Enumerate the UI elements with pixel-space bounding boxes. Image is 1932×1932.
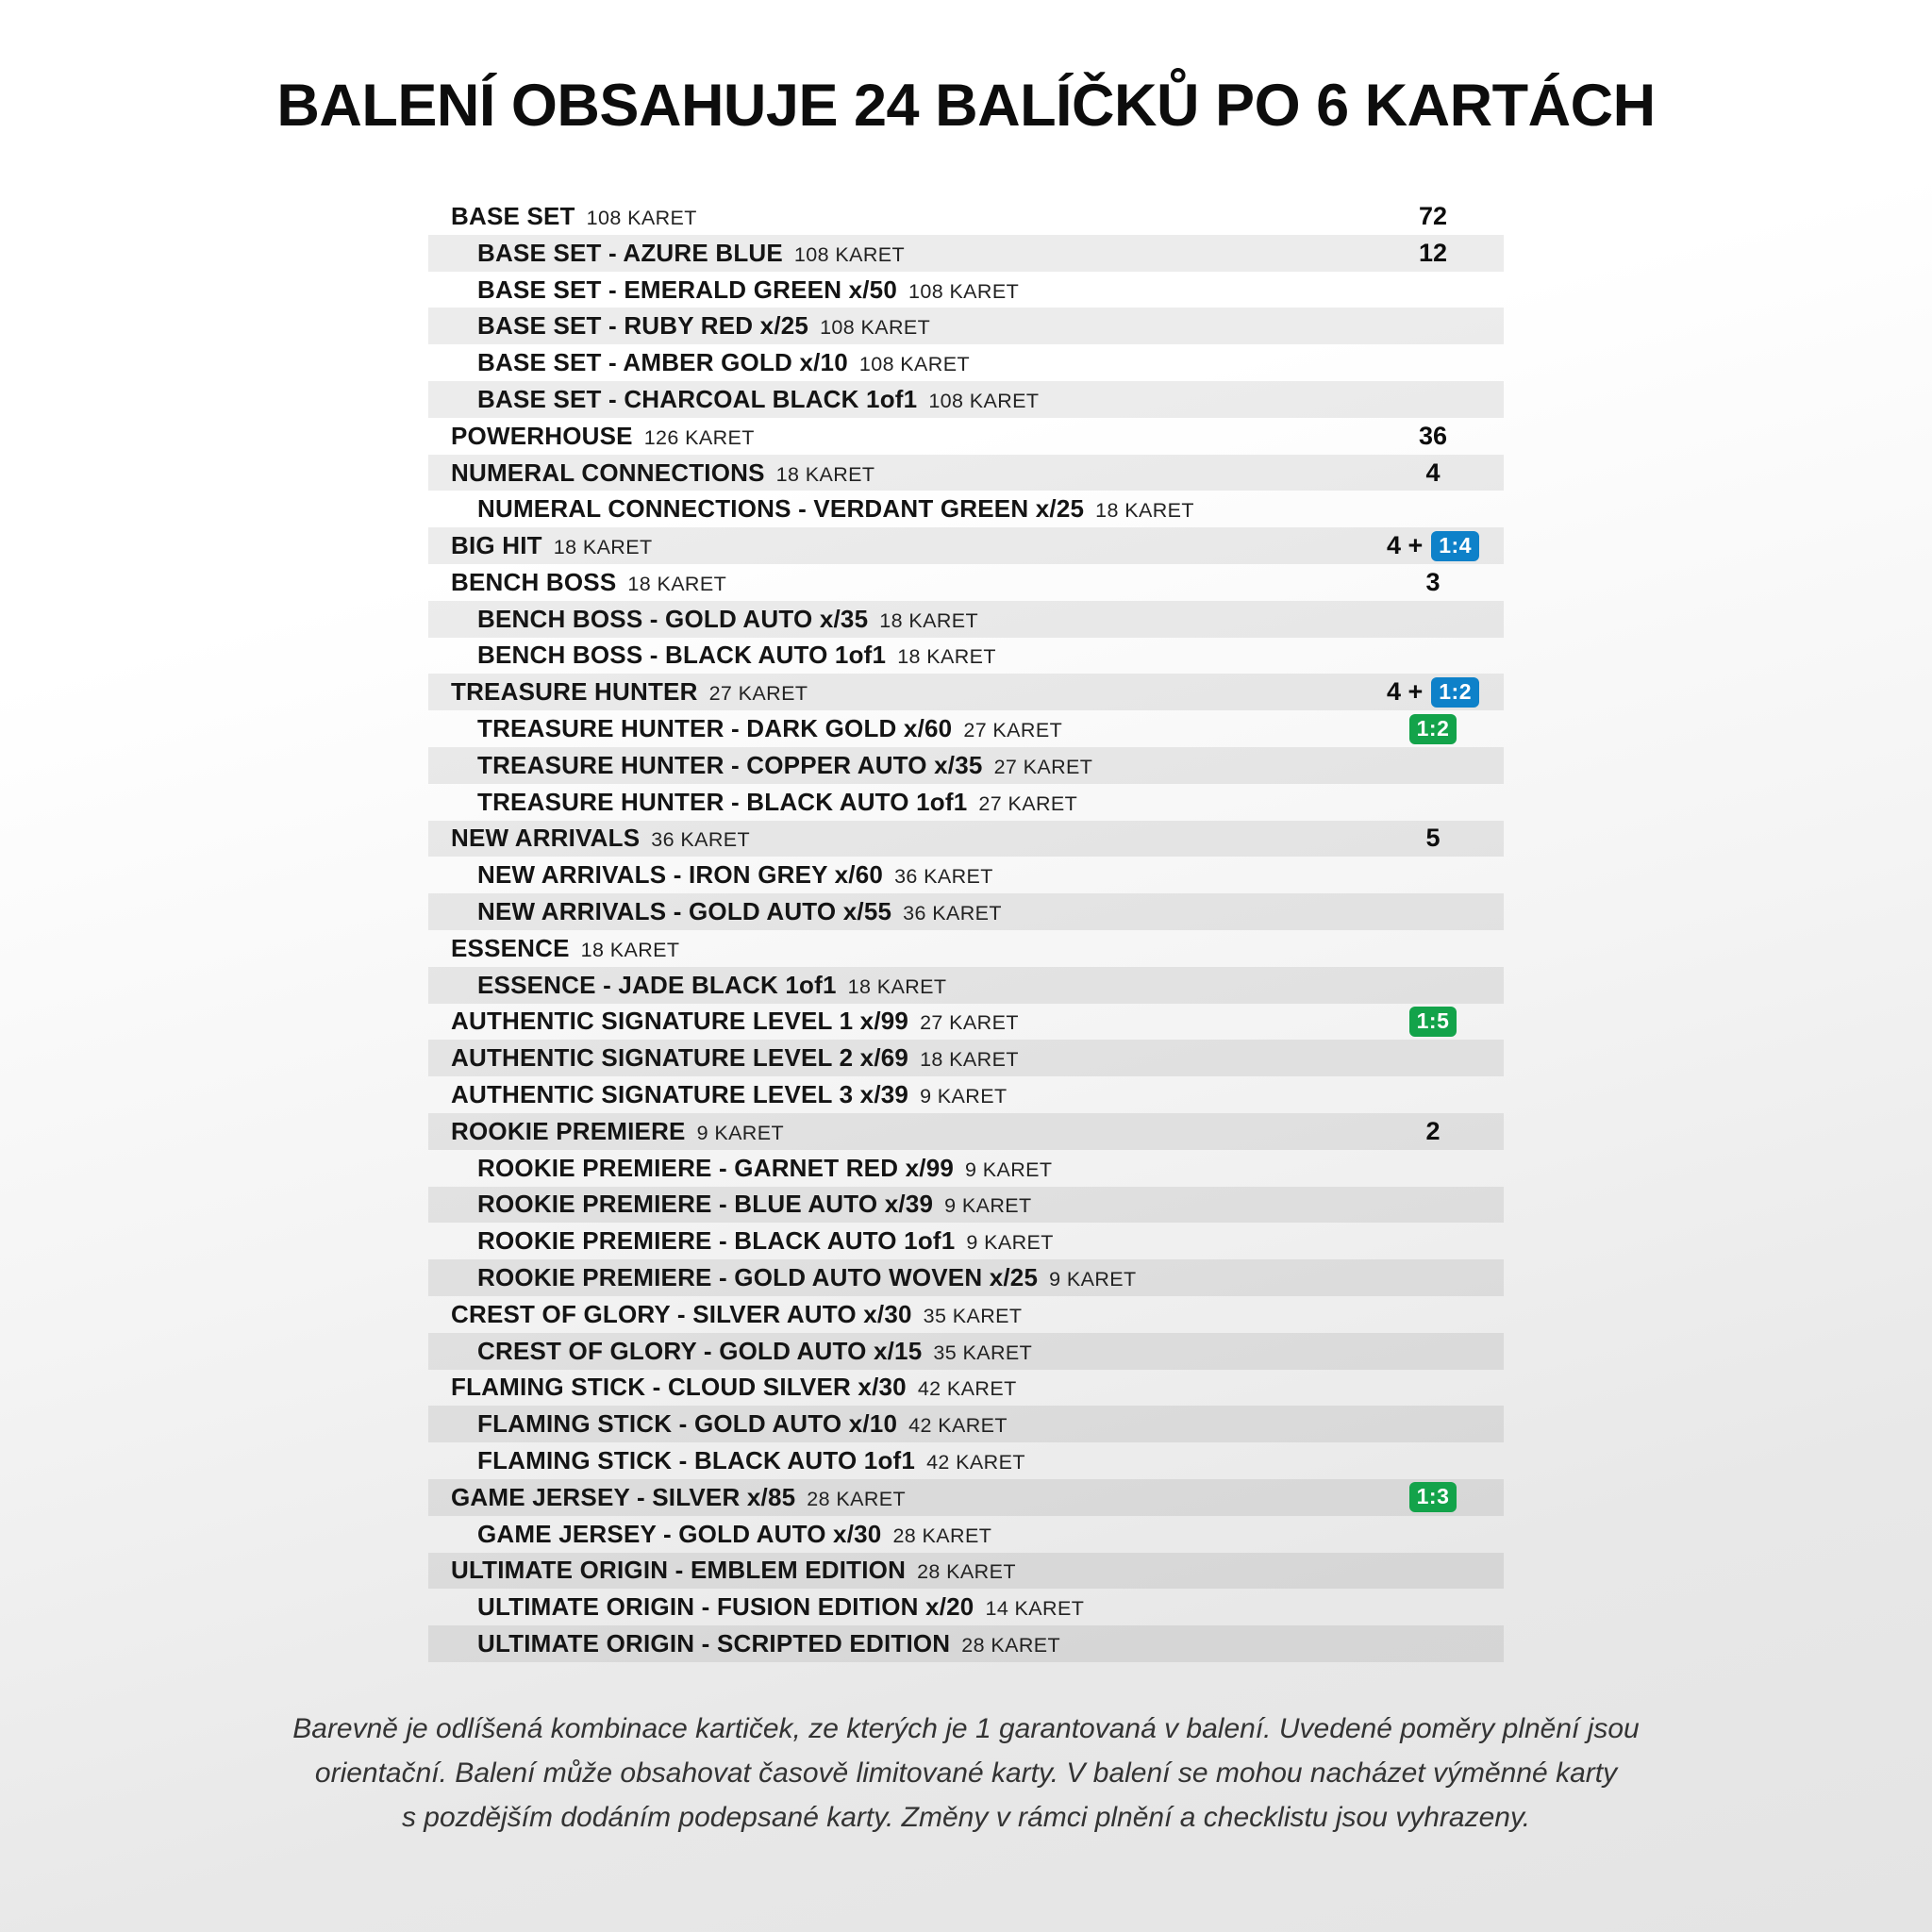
row-card-count: 9 KARET [966, 1231, 1054, 1255]
table-row [428, 198, 1504, 235]
row-name-cell [451, 1300, 1362, 1329]
row-card-count: 28 KARET [917, 1560, 1016, 1584]
row-card-count: 28 KARET [892, 1524, 992, 1547]
row-card-count: 27 KARET [993, 755, 1093, 778]
row-set-label: BASE SET - AZURE BLUE [477, 238, 783, 267]
ratio-badge: 1:5 [1409, 1007, 1457, 1037]
table-row [428, 491, 1504, 527]
row-name-cell [451, 568, 1362, 597]
row-card-count: 28 KARET [807, 1487, 907, 1510]
row-set-label: BASE SET - AMBER GOLD x/10 [477, 348, 848, 377]
table-row [428, 1625, 1504, 1662]
row-name-cell [451, 934, 1362, 963]
row-card-count: 27 KARET [963, 719, 1063, 742]
table-row [428, 1150, 1504, 1187]
row-set-label: TREASURE HUNTER - BLACK AUTO 1of1 [477, 787, 968, 816]
row-name-cell [477, 860, 1362, 890]
row-name-cell [451, 1080, 1362, 1109]
row-card-count: 9 KARET [920, 1085, 1008, 1108]
card-breakdown-table [428, 198, 1504, 1662]
table-row [428, 1370, 1504, 1407]
guaranteed-count: 3 [1425, 567, 1441, 596]
row-guarantee-cell [1362, 422, 1504, 451]
row-set-label: ESSENCE [451, 933, 570, 962]
row-set-label: ULTIMATE ORIGIN - FUSION EDITION x/20 [477, 1592, 974, 1622]
row-card-count: 35 KARET [923, 1304, 1023, 1327]
table-row [428, 784, 1504, 821]
row-name-cell [477, 311, 1362, 341]
row-set-label: BASE SET - EMERALD GREEN x/50 [477, 275, 897, 304]
row-card-count: 42 KARET [917, 1377, 1017, 1401]
row-name-cell [451, 422, 1362, 451]
table-row [428, 930, 1504, 967]
row-card-count: 9 KARET [965, 1158, 1053, 1181]
row-set-label: FLAMING STICK - BLACK AUTO 1of1 [477, 1446, 916, 1475]
row-guarantee-cell [1362, 1117, 1504, 1146]
row-set-label: NUMERAL CONNECTIONS - VERDANT GREEN x/25 [477, 494, 1085, 524]
row-set-label: GAME JERSEY - SILVER x/85 [451, 1482, 796, 1511]
row-set-label: BIG HIT [451, 531, 542, 560]
row-guarantee-cell [1362, 568, 1504, 597]
table-row [428, 418, 1504, 455]
row-name-cell [451, 202, 1362, 231]
row-name-cell [477, 1409, 1362, 1439]
row-set-label: CREST OF GLORY - SILVER AUTO x/30 [451, 1299, 912, 1328]
row-card-count: 108 KARET [858, 353, 970, 376]
table-row [428, 1516, 1504, 1553]
row-set-label: BENCH BOSS - BLACK AUTO 1of1 [477, 641, 887, 670]
row-card-count: 42 KARET [908, 1414, 1008, 1438]
table-row [428, 1333, 1504, 1370]
row-set-label: BASE SET [451, 201, 575, 230]
table-row [428, 1553, 1504, 1590]
row-name-cell [451, 1117, 1362, 1146]
table-row [428, 527, 1504, 564]
row-set-label: BENCH BOSS - GOLD AUTO x/35 [477, 604, 869, 633]
table-row [428, 1076, 1504, 1113]
row-guarantee-cell [1362, 202, 1504, 231]
guaranteed-count: 2 [1425, 1116, 1441, 1145]
row-card-count: 14 KARET [985, 1597, 1085, 1621]
row-name-cell [477, 1446, 1362, 1475]
table-row [428, 710, 1504, 747]
row-name-cell [477, 1263, 1362, 1292]
table-row [428, 1223, 1504, 1259]
guaranteed-count: 36 [1418, 421, 1448, 450]
row-card-count: 18 KARET [847, 974, 947, 998]
table-row [428, 638, 1504, 675]
table-row [428, 821, 1504, 858]
table-row [428, 1187, 1504, 1224]
row-name-cell [477, 605, 1362, 634]
row-set-label: GAME JERSEY - GOLD AUTO x/30 [477, 1519, 882, 1548]
table-row [428, 1296, 1504, 1333]
table-row [428, 308, 1504, 344]
row-name-cell [477, 1226, 1362, 1256]
guaranteed-count: 12 [1418, 238, 1448, 267]
row-set-label: AUTHENTIC SIGNATURE LEVEL 2 x/69 [451, 1043, 909, 1073]
table-row [428, 381, 1504, 418]
row-set-label: BENCH BOSS [451, 567, 617, 596]
row-set-label: ROOKIE PREMIERE - BLACK AUTO 1of1 [477, 1226, 956, 1256]
row-set-label: ULTIMATE ORIGIN - EMBLEM EDITION [451, 1556, 907, 1585]
guaranteed-count: 72 [1418, 201, 1448, 230]
row-card-count: 42 KARET [926, 1451, 1025, 1474]
ratio-badge: 1:2 [1409, 714, 1457, 744]
row-name-cell [477, 494, 1362, 524]
row-name-cell [477, 275, 1362, 305]
table-row [428, 1113, 1504, 1150]
row-name-cell [477, 385, 1362, 414]
row-card-count: 9 KARET [944, 1194, 1032, 1218]
table-row [428, 967, 1504, 1004]
row-card-count: 18 KARET [627, 572, 727, 595]
ratio-badge: 1:3 [1409, 1482, 1457, 1512]
row-set-label: BASE SET - RUBY RED x/25 [477, 311, 809, 341]
disclaimer-text [0, 1707, 1932, 1840]
row-guarantee-cell [1362, 458, 1504, 488]
table-row [428, 1040, 1504, 1076]
row-name-cell [477, 1592, 1362, 1622]
row-name-cell [477, 1520, 1362, 1549]
row-set-label: BASE SET - CHARCOAL BLACK 1of1 [477, 384, 918, 413]
row-name-cell [451, 1556, 1362, 1585]
row-name-cell [477, 239, 1362, 268]
row-card-count: 36 KARET [894, 865, 993, 889]
row-set-label: CREST OF GLORY - GOLD AUTO x/15 [477, 1336, 923, 1365]
table-row [428, 1406, 1504, 1442]
row-set-label: FLAMING STICK - GOLD AUTO x/10 [477, 1409, 898, 1439]
row-set-label: AUTHENTIC SIGNATURE LEVEL 1 x/99 [451, 1007, 909, 1036]
row-set-label: FLAMING STICK - CLOUD SILVER x/30 [451, 1373, 907, 1402]
page-title: BALENÍ OBSAHUJE 24 BALÍČKŮ PO 6 KARTÁCH [276, 73, 1656, 139]
row-card-count: 18 KARET [1095, 499, 1194, 523]
table-row [428, 674, 1504, 710]
row-name-cell [451, 458, 1362, 488]
row-card-count: 18 KARET [920, 1048, 1019, 1072]
row-card-count: 108 KARET [793, 242, 906, 266]
disclaimer-line: Barevně je odlíšená kombinace kartiček, ze kterých je 1 garantovaná v balení. Uvedené poměry plnění jsou [292, 1712, 1640, 1744]
row-name-cell [451, 531, 1362, 560]
row-set-label: NEW ARRIVALS [451, 824, 641, 853]
row-name-cell [477, 897, 1362, 926]
table-row [428, 1259, 1504, 1296]
row-card-count: 108 KARET [908, 279, 1020, 303]
row-name-cell [477, 1154, 1362, 1183]
row-set-label: TREASURE HUNTER - COPPER AUTO x/35 [477, 750, 983, 779]
row-set-label: ROOKIE PREMIERE - BLUE AUTO x/39 [477, 1190, 934, 1219]
row-guarantee-cell [1362, 1482, 1504, 1512]
row-set-label: AUTHENTIC SIGNATURE LEVEL 3 x/39 [451, 1080, 909, 1109]
row-card-count: 18 KARET [775, 462, 875, 486]
table-row [428, 1589, 1504, 1625]
row-set-label: ROOKIE PREMIERE [451, 1116, 686, 1145]
table-row [428, 1004, 1504, 1041]
row-name-cell [477, 348, 1362, 377]
row-set-label: TREASURE HUNTER [451, 677, 698, 707]
row-name-cell [477, 1190, 1362, 1219]
row-card-count: 18 KARET [879, 608, 979, 632]
row-card-count: 108 KARET [586, 206, 697, 229]
guaranteed-count: 4 + [1386, 677, 1424, 707]
row-set-label: TREASURE HUNTER - DARK GOLD x/60 [477, 714, 953, 743]
row-name-cell [477, 1337, 1362, 1366]
row-set-label: NEW ARRIVALS - IRON GREY x/60 [477, 860, 884, 890]
row-guarantee-cell [1362, 531, 1504, 561]
row-name-cell [477, 788, 1362, 817]
row-name-cell [451, 1007, 1362, 1036]
row-name-cell [451, 1373, 1362, 1402]
table-row [428, 601, 1504, 638]
row-set-label: NUMERAL CONNECTIONS [451, 458, 765, 487]
row-name-cell [451, 1043, 1362, 1073]
row-guarantee-cell [1362, 714, 1504, 744]
disclaimer-line: s pozdějším dodáním podepsané karty. Změny v rámci plnění a checklistu jsou vyhrazeny. [401, 1801, 1531, 1833]
row-guarantee-cell [1362, 1007, 1504, 1037]
row-set-label: ULTIMATE ORIGIN - SCRIPTED EDITION [477, 1629, 951, 1657]
table-row [428, 455, 1504, 491]
ratio-badge: 1:4 [1431, 531, 1479, 561]
row-card-count: 27 KARET [920, 1011, 1019, 1035]
table-row [428, 857, 1504, 893]
table-row [428, 344, 1504, 381]
row-guarantee-cell [1362, 239, 1504, 268]
disclaimer-line: orientační. Balení může obsahovat časově limitované karty. V balení se mohou nacházet výměnné karty [314, 1757, 1618, 1789]
row-name-cell [451, 677, 1362, 707]
row-set-label: ROOKIE PREMIERE - GOLD AUTO WOVEN x/25 [477, 1263, 1039, 1292]
row-card-count: 18 KARET [897, 645, 996, 669]
row-guarantee-cell [1362, 824, 1504, 853]
row-set-label: NEW ARRIVALS - GOLD AUTO x/55 [477, 897, 892, 926]
row-guarantee-cell [1362, 677, 1504, 708]
row-card-count: 108 KARET [928, 389, 1040, 412]
row-card-count: 35 KARET [933, 1341, 1033, 1364]
row-card-count: 28 KARET [961, 1634, 1061, 1657]
guaranteed-count: 5 [1425, 824, 1441, 853]
ratio-badge: 1:2 [1431, 677, 1479, 708]
table-row [428, 1442, 1504, 1479]
row-name-cell [451, 824, 1362, 853]
row-card-count: 126 KARET [643, 425, 755, 449]
row-name-cell [477, 714, 1362, 743]
row-card-count: 9 KARET [696, 1121, 785, 1144]
table-row [428, 893, 1504, 930]
row-name-cell [477, 971, 1362, 1000]
row-card-count: 36 KARET [903, 902, 1002, 925]
row-set-label: POWERHOUSE [451, 421, 633, 450]
table-row [428, 235, 1504, 272]
guaranteed-count: 4 [1425, 458, 1441, 487]
row-set-label: ROOKIE PREMIERE - GARNET RED x/99 [477, 1153, 955, 1182]
row-name-cell [477, 751, 1362, 780]
row-set-label: ESSENCE - JADE BLACK 1of1 [477, 970, 837, 999]
row-name-cell [477, 641, 1362, 670]
table-row [428, 272, 1504, 308]
row-card-count: 27 KARET [708, 682, 808, 706]
guaranteed-count: 4 + [1386, 531, 1424, 560]
row-name-cell [477, 1629, 1362, 1658]
table-row [428, 564, 1504, 601]
table-row [428, 1479, 1504, 1516]
row-card-count: 9 KARET [1049, 1268, 1137, 1291]
row-card-count: 108 KARET [820, 316, 931, 340]
table-row [428, 747, 1504, 784]
row-name-cell [451, 1483, 1362, 1512]
row-card-count: 18 KARET [553, 536, 653, 559]
row-card-count: 18 KARET [580, 938, 680, 961]
row-card-count: 36 KARET [651, 828, 751, 852]
row-card-count: 27 KARET [978, 791, 1078, 815]
